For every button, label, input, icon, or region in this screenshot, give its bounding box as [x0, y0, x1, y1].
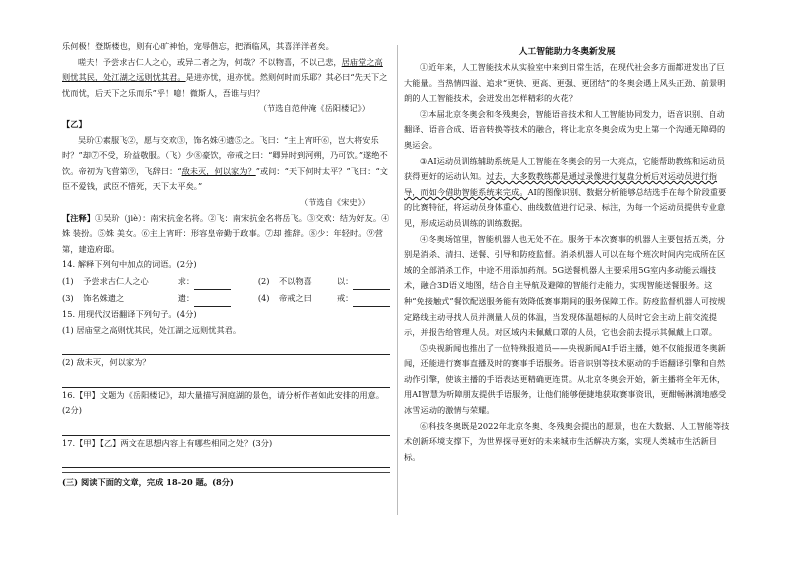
- article-paragraph-6: ⑥科技冬奥既是2022年北京冬奥、冬残奥会提出的愿景，也在大数据、人工智能等技术创新环境支撑下，为世界探寻更好的未来城市生活解决方案，实现人类城市生活新目标。: [404, 420, 730, 462]
- question-15-2: (2) 敌未灭，何以家为？: [62, 357, 151, 368]
- passage-yi-paragraph: 吴玠①素服飞②，愿与交欢③，饰名姝④遗⑤之。飞曰：“主上宵旰⑥，岂大将安乐时？”却⑦不受，玠益敬服。（飞）少⑧豪饮，帝戒之曰：“卿异时到河朔，乃可饮。”遂绝不饮。帝初为飞营第⑨，飞辞曰：“敌未灭，何以家为？”或问：“天下何时太平？”飞曰：“文臣不爱钱，武臣不惜死，天下太平矣。”: [62, 134, 388, 192]
- answer-blank[interactable]: [353, 273, 390, 290]
- article-paragraph-5: ⑤央视新闻也推出了一位特殊报道员——央视新闻AI手语主播，她不仅能报道冬奥新闻，还能进行赛事直播及时的赛事手语服务。语音识别等技术驱动的手语翻译引擎和自然动作引擎，使该主播的手语表达更精确更连贯。从北京冬奥会开始，新主播将全年无休，用AI智慧为听障朋友提供手语服务，让他们能够便捷地获取赛事资讯，更酣畅淋漓地感受冰雪运动的激情与荣耀。: [404, 342, 727, 416]
- left-column: [62, 0, 390, 491]
- source-citation-2: （节选自《宋史》）: [299, 196, 370, 207]
- section-separator: [62, 472, 390, 473]
- intro-line: 乐何极！登斯楼也，则有心旷神怡，宠辱偕忘，把酒临风，其喜洋洋者矣。: [62, 41, 334, 51]
- answer-blank[interactable]: [353, 290, 390, 307]
- answer-blank[interactable]: [194, 290, 231, 307]
- notes: 【注释】①吴玠（jiè）：南宋抗金名将。②飞：南宋抗金名将岳飞。③交欢：结为好友。④姝 装扮。⑤姝 美女。⑥主上宵旰：形容皇帝勤于政事。⑦却 推辞。⑧少：年轻时。⑨营第，建造府邸。: [62, 212, 390, 254]
- section-3-heading: (三) 阅读下面的文章，完成 18-20 题。(8分): [62, 477, 234, 488]
- article-paragraph-2: ②本届北京冬奥会和冬残奥会，智能语音技术和人工智能协同发力，语音识别、自动翻译、语音合成、语音转换等技术的融合，将让北京冬奥会成为史上第一个沟通无障碍的奥运会。: [404, 108, 726, 150]
- article-paragraph-1: ①近年来，人工智能技术从实验室中来到日常生活，在现代社会多方面都迸发出了巨大能量。当热情四溢、追求“更快、更高、更强、更团结”的冬奥会遇上风头正劲、前景明朗的人工智能技术，会迸发出怎样精彩的火花？: [404, 62, 726, 104]
- answer-line[interactable]: [62, 338, 390, 355]
- column-divider: [397, 45, 398, 515]
- right-column: [404, 0, 730, 465]
- question-16: 16.【甲】文题为《岳阳楼记》，却大量描写洞庭湖的景色，请分析作者如此安排的用意。(2分): [62, 389, 385, 416]
- article-paragraph-3: ③AI运动员训练辅助系统是人工智能在冬奥会的另一大亮点，它能帮助教练和运动员获得更好的运动认知。过去，大多数教练都是通过录像进行复盘分析后对运动员进行指导，而如今借助智能系统来完成。AI的图像识别、数据分析能够总结选手在每个阶段重要的比赛特征，将运动员身体重心、曲线数值进行记录、标注，为每一个运动员提供专业意见，形成运动员训练的训练数据。: [404, 155, 727, 228]
- answer-blank[interactable]: [194, 273, 231, 290]
- question-17: 17.【甲】【乙】两文在思想内容上有哪些相同之处？(3分): [62, 437, 273, 448]
- source-citation-1: （节选自范仲淹《岳阳楼记》）: [258, 103, 370, 114]
- section-yi-label: 【乙】: [62, 118, 87, 129]
- answer-line[interactable]: [62, 371, 390, 388]
- answer-line[interactable]: [62, 451, 390, 468]
- q14-row-2: (3) 饰名姝遗之 遗： (4) 帝戒之曰 戒：: [62, 290, 390, 307]
- question-14: 14. 解释下列句中加点的词语。(2分): [62, 259, 197, 270]
- article-title: 人工智能助力冬奥新发展: [518, 47, 616, 57]
- question-15-1: (1) 居庙堂之高则忧其民，处江湖之远则忧其君。: [62, 324, 242, 335]
- answer-line[interactable]: [62, 419, 390, 436]
- passage-jia-paragraph: 嗟夫！予尝求古仁人之心，或异二者之为，何哉？不以物喜，不以己悲，居庙堂之高则忧其民，处江湖之远则忧其君。是进亦忧，退亦忧。然则何时而乐耶？其必曰“先天下之忧而忧，后天下之乐而乐”乎！噫！微斯人，吾谁与归？: [62, 56, 388, 98]
- question-15: 15. 用现代汉语翻译下列句子。(4分): [62, 308, 197, 319]
- article-paragraph-4: ④冬奥场馆里，智能机器人也无处不在。服务于本次赛事的机器人主要包括五类，分别是消杀、清扫、送餐、引导和防疫监督。消杀机器人可以在每个班次时间内完成所在区域的全部消杀工作，中途不用添加药剂。5G送餐机器人主要采用5G室内多动能云端技术，融合3D语义地图，结合自主导航及避障的智能行走能力，实现智能送餐服务。这种“免接触式”餐饮配送服务能有效降低赛事期间的服务保障工作。防疫监督机器人可按规定路线主动寻找人员并测量人员的体温，当发现体温超标的人员时它会主动上前交流提示，并报告给管理人员。对区域内未佩戴口罩的人员，它也会前去提示其佩戴上口罩。: [404, 233, 726, 338]
- q14-row-1: (1) 予尝求古仁人之心 求： (2) 不以物喜 以：: [62, 273, 390, 290]
